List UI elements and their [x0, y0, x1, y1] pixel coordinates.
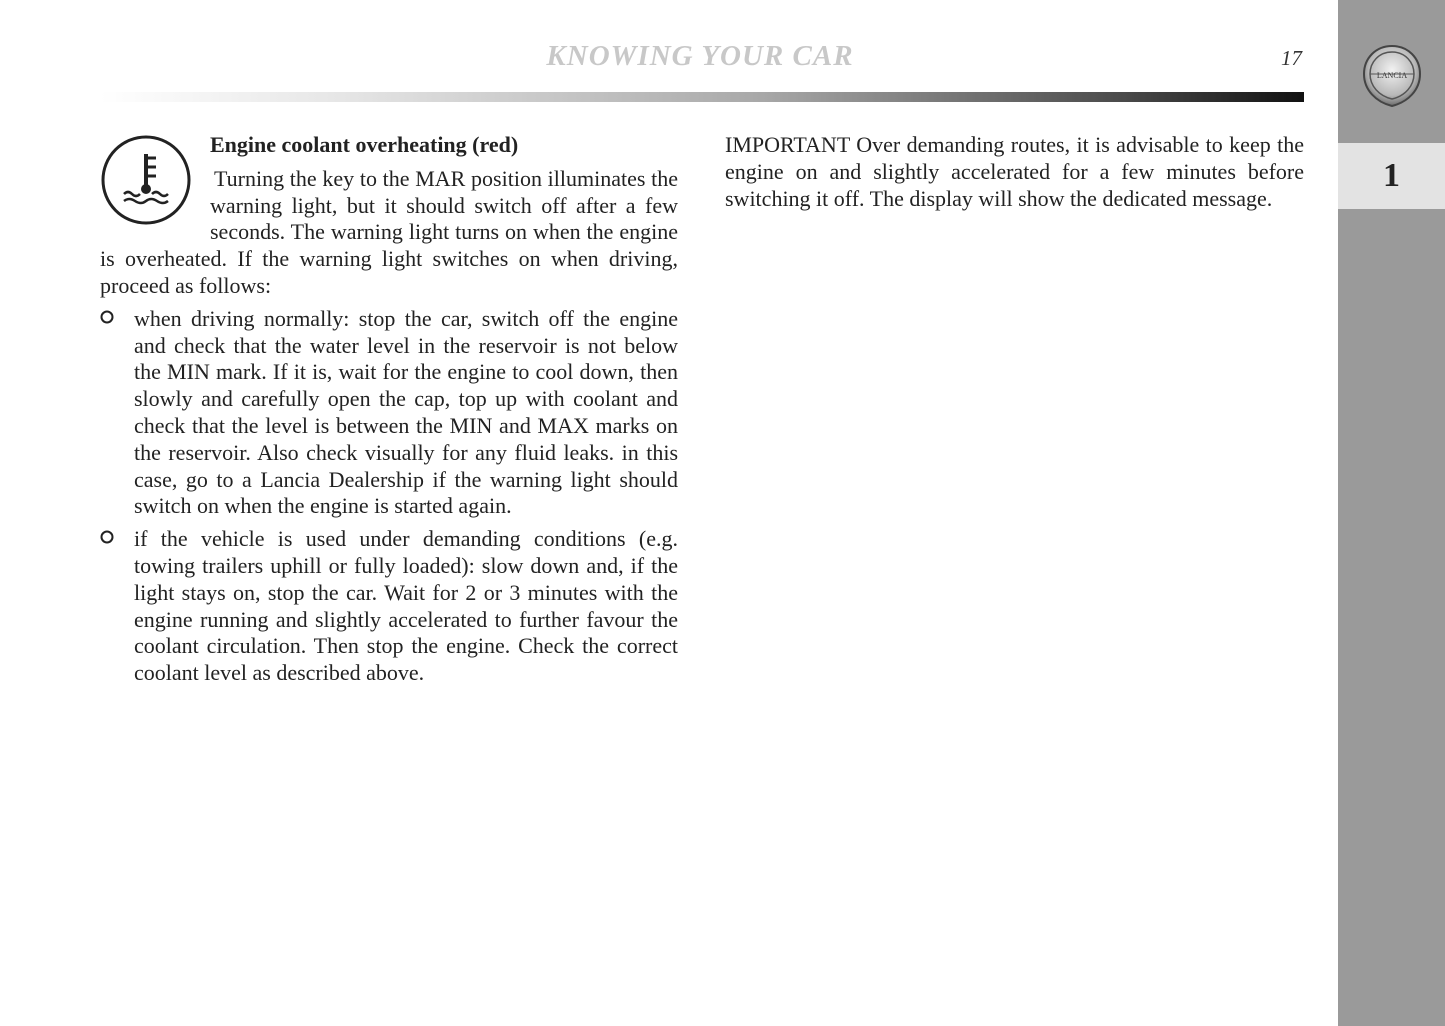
list-item	[100, 306, 678, 520]
header-rule	[100, 92, 1304, 102]
list-item-text: when driving normally: stop the car, switch off the engine and check that the water level in the reservoir is not below the MIN mark. If it is, wait for the engine to cool down, then slowly and carefully open the cap, top up with coolant and check that the level is between the MIN and MAX marks on the reservoir. Also check visually for any fluid leaks. in this case, go to a Lancia Dealership if the warning light should switch on when the engine is started again.	[134, 305, 678, 519]
important-note: IMPORTANT Over demanding routes, it is advisable to keep the engine on and slightly accelerated for a few minutes before switching it off. The display will show the dedicated message.	[725, 132, 1304, 211]
chapter-side-tab	[1338, 0, 1445, 1026]
list-item-text: if the vehicle is used under demanding conditions (e.g. towing trailers uphill or fully loaded): slow down and, if the light stays on, stop the car. Wait for 2 or 3 minutes with the engine running and slightly accelerated to further favour the coolant circulation. Then stop the engine. Check the correct coolant level as described above.	[134, 526, 678, 686]
page-number: 17	[1281, 46, 1302, 70]
left-column	[100, 132, 678, 693]
right-column	[725, 132, 1304, 212]
procedure-list	[100, 306, 678, 687]
header-section-title: KNOWING YOUR CAR	[546, 40, 854, 72]
intro-paragraph: Turning the key to the MAR position illuminates the warning light, but it should switch off after a few seconds. The warning light turns on when the engine is overheated. If the warning light switches on when driving, proceed as follows:	[100, 165, 678, 298]
engine-coolant-temperature-icon	[100, 134, 192, 226]
lancia-logo-icon	[1362, 44, 1422, 108]
svg-text:LANCIA: LANCIA	[1376, 71, 1408, 80]
list-item	[100, 526, 678, 687]
section-heading: Engine coolant overheating (red)	[210, 132, 519, 157]
circle-bullet-icon	[100, 530, 114, 544]
circle-bullet-icon	[100, 310, 114, 324]
chapter-number: 1	[1338, 143, 1445, 209]
